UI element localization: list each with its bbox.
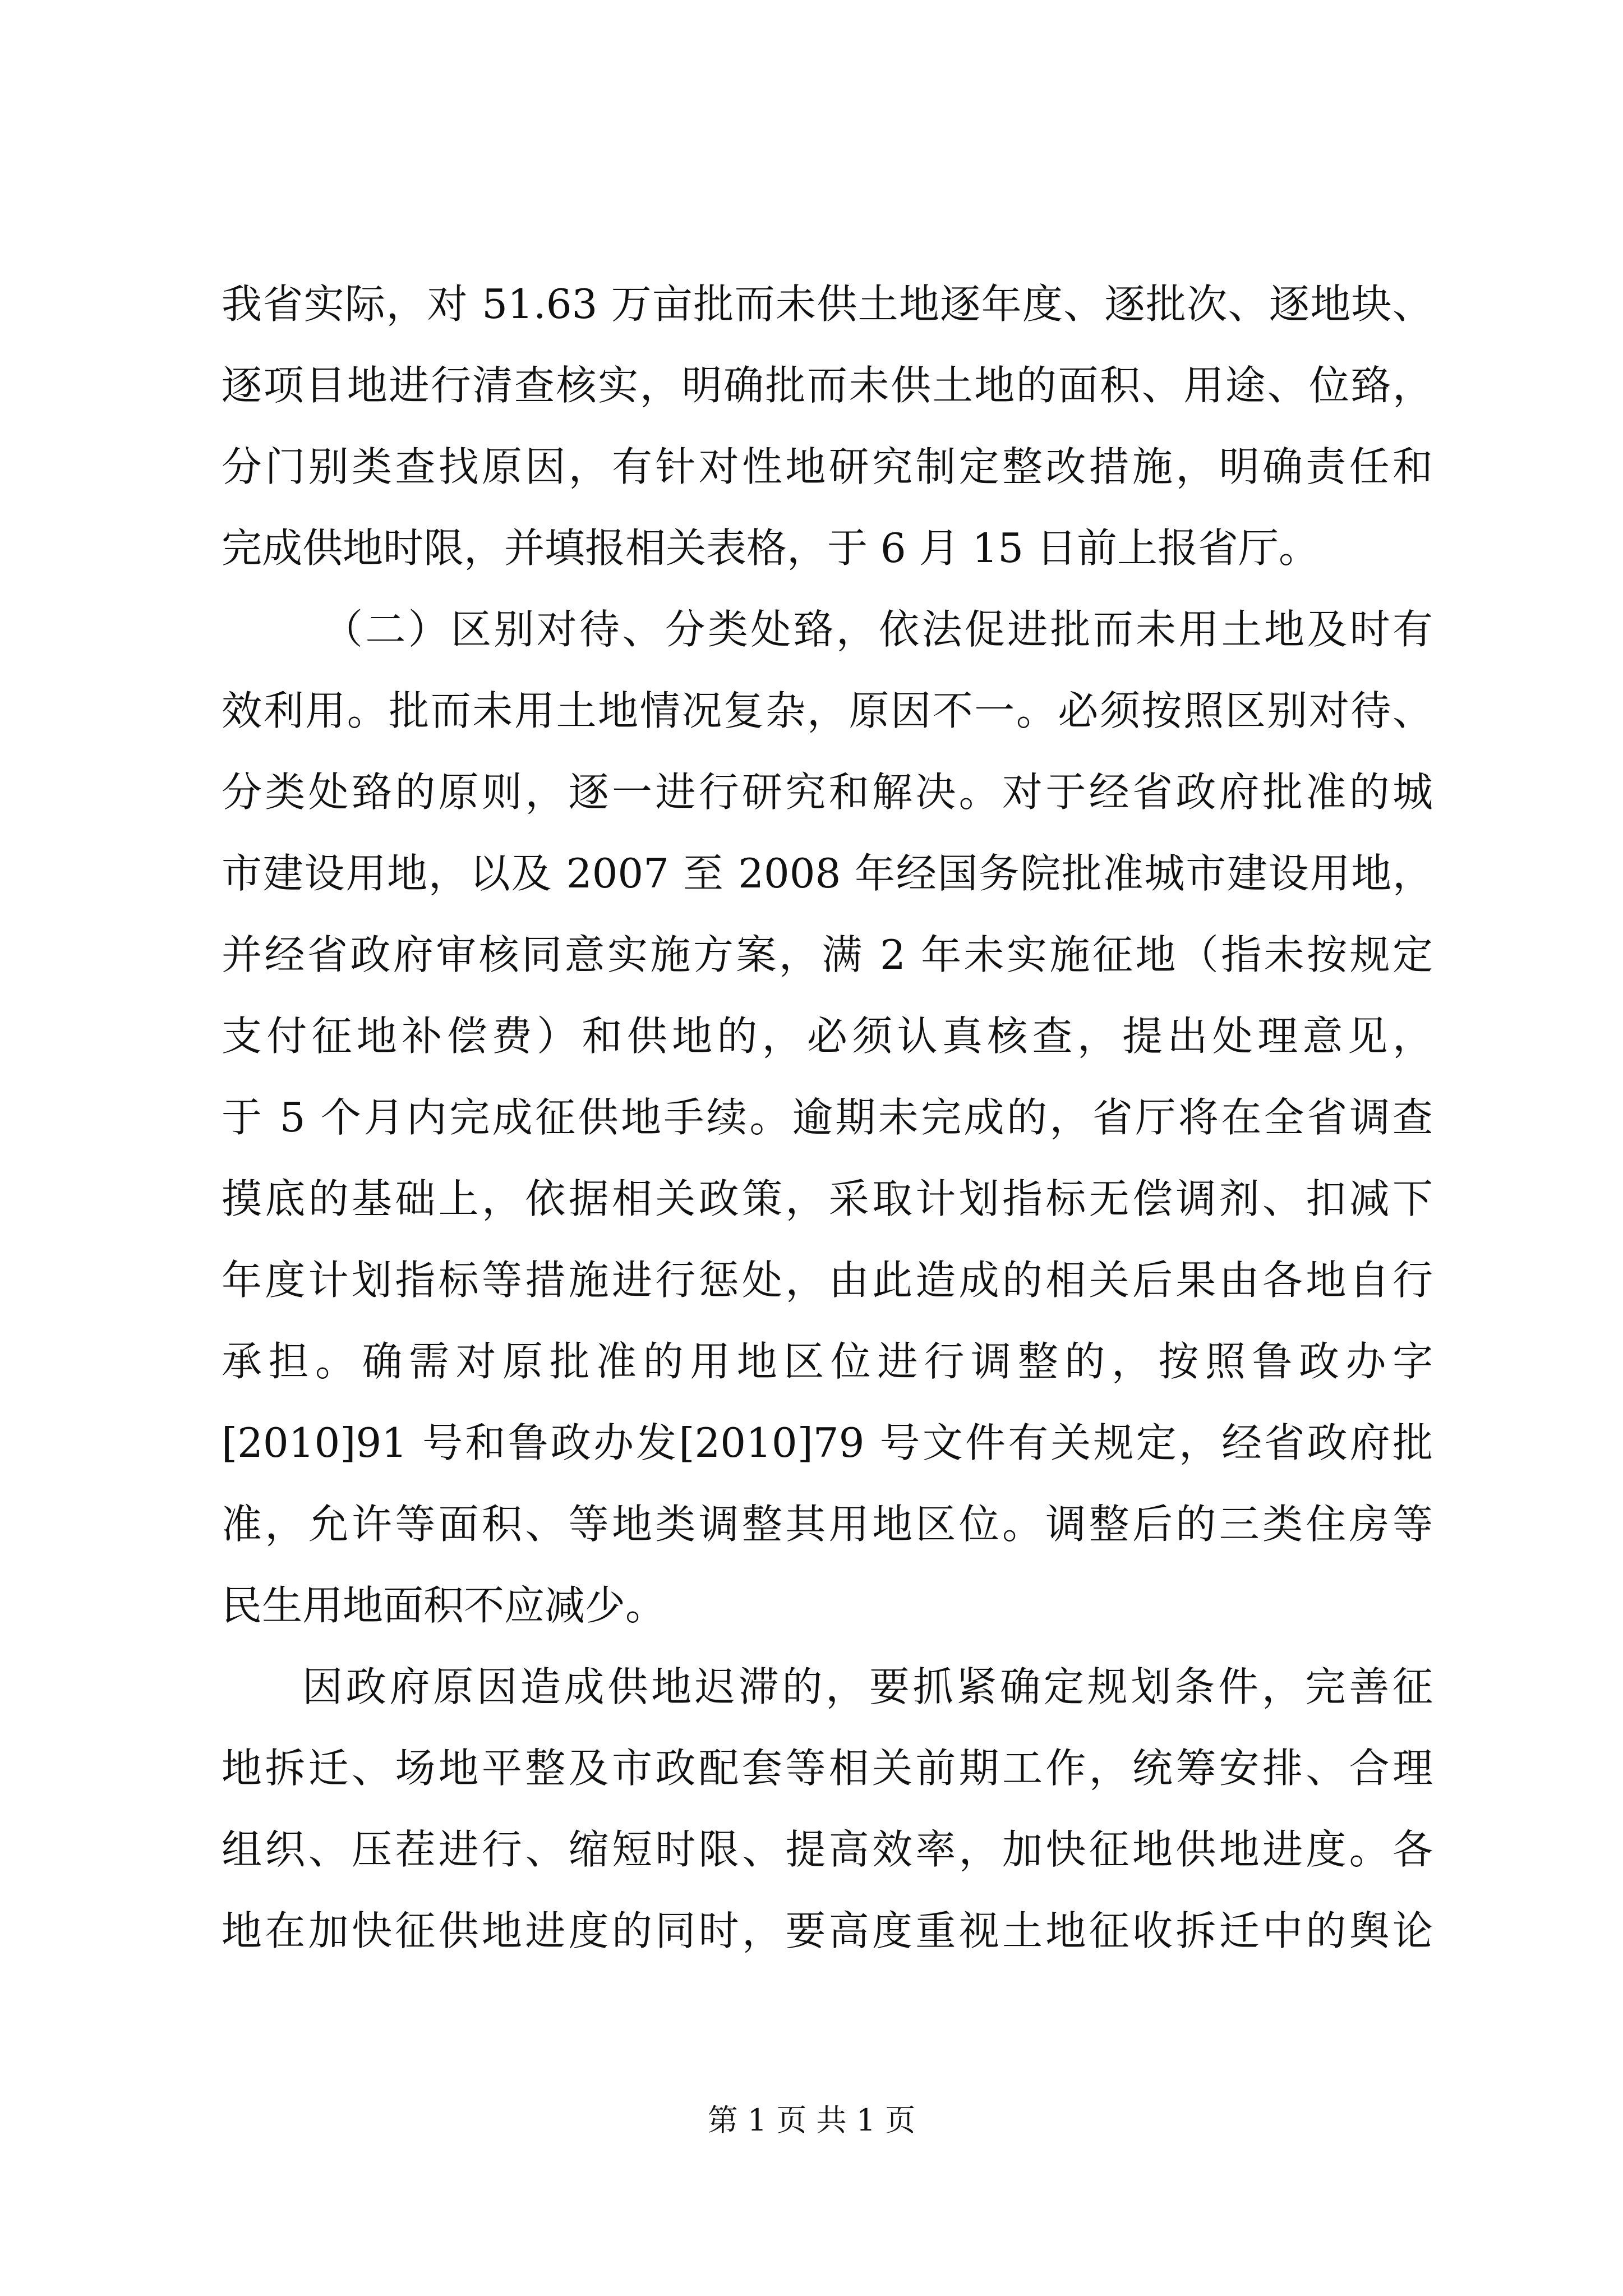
text-line: 准，允许等面积、等地类调整其用地区位。调整后的三类住房等 xyxy=(222,1501,1433,1548)
text-line: 并经省政府审核同意实施方案，满 2 年未实施征地（指未按规定 xyxy=(222,931,1433,978)
paragraph-start-line: 因政府原因造成供地迟滞的，要抓紧确定规划条件，完善征 xyxy=(302,1663,1433,1710)
section-heading-line: （二）区别对待、分类处臵，依法促进批而未用土地及时有 xyxy=(322,606,1433,653)
text-line: 分类处臵的原则，逐一进行研究和解决。对于经省政府批准的城 xyxy=(222,769,1433,816)
document-body xyxy=(222,264,1433,1972)
text-line: 完成供地时限，并填报相关表格，于 6 月 15 日前上报省厅。 xyxy=(222,524,1319,572)
page-footer: 第 1 页 共 1 页 xyxy=(707,2102,916,2138)
text-line: 地在加快征供地进度的同时，要高度重视土地征收拆迁中的舆论 xyxy=(222,1907,1433,1954)
text-line: 年度计划指标等措施进行惩处，由此造成的相关后果由各地自行 xyxy=(222,1257,1433,1304)
text-line: 逐项目地进行清查核实，明确批而未供土地的面积、用途、位臵， xyxy=(222,362,1433,409)
text-line: 民生用地面积不应减少。 xyxy=(222,1582,666,1629)
text-line: 组织、压茬进行、缩短时限、提高效率，加快征地供地进度。各 xyxy=(222,1826,1433,1873)
text-line: 市建设用地，以及 2007 至 2008 年经国务院批准城市建设用地， xyxy=(222,850,1433,897)
text-line: 于 5 个月内完成征供地手续。逾期未完成的，省厅将在全省调查 xyxy=(222,1094,1433,1141)
text-line: 摸底的基础上，依据相关政策，采取计划指标无偿调剂、扣减下 xyxy=(222,1175,1433,1222)
text-line: 我省实际，对 51.63 万亩批而未供土地逐年度、逐批次、逐地块、 xyxy=(222,280,1433,328)
text-line: [2010]91 号和鲁政办发[2010]79 号文件有关规定，经省政府批 xyxy=(222,1419,1433,1466)
text-line: 支付征地补偿费）和供地的，必须认真核查，提出处理意见， xyxy=(222,1013,1433,1060)
text-line: 分门别类查找原因，有针对性地研究制定整改措施，明确责任和 xyxy=(222,443,1433,490)
text-line: 承担。确需对原批准的用地区位进行调整的，按照鲁政办字 xyxy=(222,1338,1433,1385)
text-line: 地拆迁、场地平整及市政配套等相关前期工作，统筹安排、合理 xyxy=(222,1745,1433,1792)
text-line: 效利用。批而未用土地情况复杂，原因不一。必须按照区别对待、 xyxy=(222,687,1433,734)
